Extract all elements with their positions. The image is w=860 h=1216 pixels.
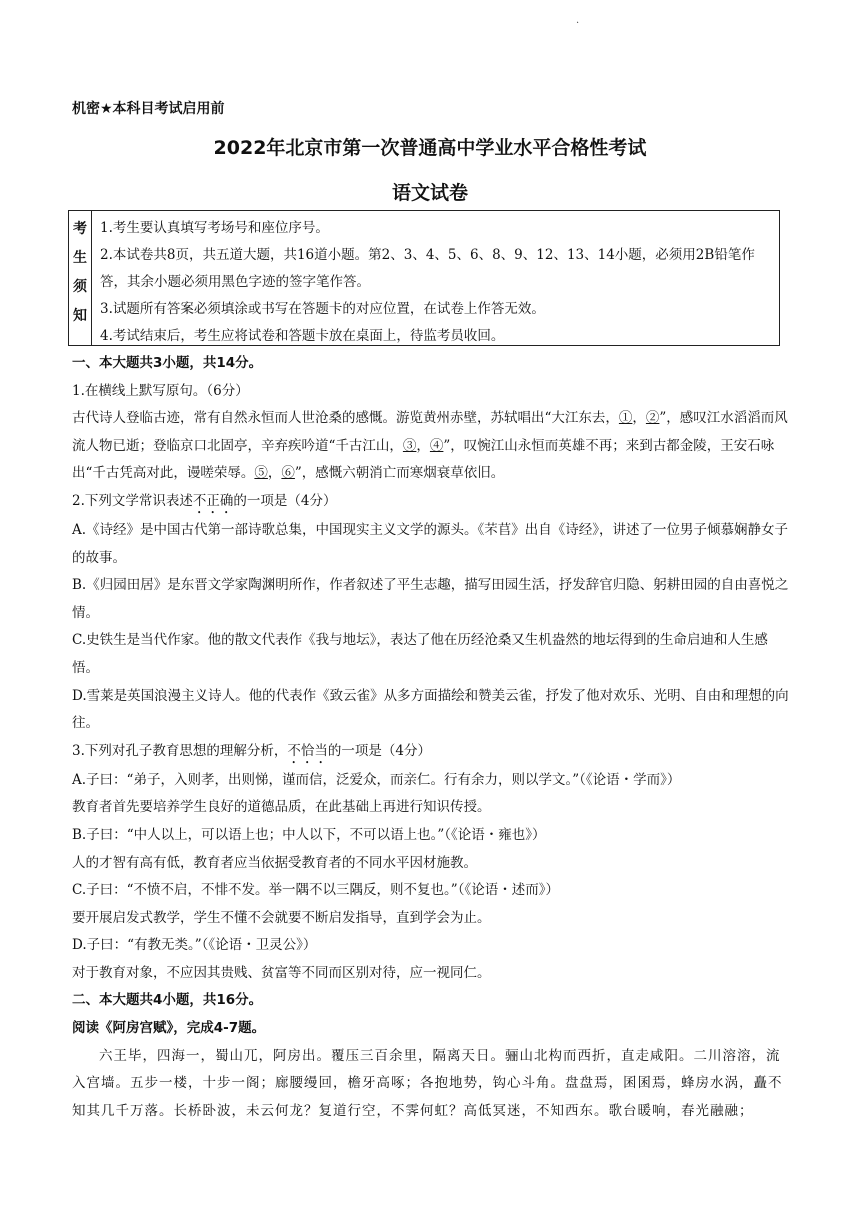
section-heading: 二、本大题共4小题，共16分。 — [72, 992, 263, 1009]
reading-instruction: 阅读《阿房宫赋》，完成4-7题。 — [72, 1020, 266, 1037]
text-run: ”，感慨六朝消亡而寒烟衰草依旧。 — [294, 465, 505, 482]
emphasis-text: 不恰当 — [287, 742, 328, 759]
text-run: 2.下列文学常识表述 — [72, 492, 193, 509]
blank-1: ① — [618, 410, 633, 427]
option-c-explain: 要开展启发式教学，学生不懂不会就要不断启发指导，直到学会为止。 — [72, 909, 491, 926]
text-run: ， — [632, 410, 646, 427]
notice-label — [69, 211, 92, 345]
section-heading: 一、本大题共3小题，共14分。 — [72, 355, 263, 371]
text-run: ”，感叹江水滔滔而风流人物已逝；登临京口北固亭，辛弃疾吟道“千古江山， — [72, 410, 788, 454]
notice-label-char: 须 — [73, 279, 87, 295]
notice-item: 3.试题所有答案必须填涂或书写在答题卡的对应位置，在试卷上作答无效。 — [100, 301, 545, 317]
text-run: 的一项是（4分） — [233, 492, 337, 509]
text-run: 的一项是（4分） — [327, 742, 431, 759]
question-stem: 1.在横线上默写原句。（6分） — [72, 382, 249, 399]
confidential-mark: 机密★本科目考试启用前 — [72, 101, 225, 117]
notice-label-char: 生 — [73, 250, 87, 266]
blank-4: ④ — [429, 437, 444, 454]
option-c: C.史铁生是当代作家。他的散文代表作《我与地坛》，表达了他在历经沧桑又生机盎然的地坛得到的生命启迪和人生感悟。 — [72, 632, 768, 676]
option-a-explain: 教育者首先要培养学生良好的道德品质，在此基础上再进行知识传授。 — [72, 799, 491, 816]
notice-item: 4.考试结束后，考生应将试卷和答题卡放在桌面上，待监考员收回。 — [100, 328, 505, 344]
exam-content — [72, 350, 794, 1125]
notice-item: 1.考生要认真填写考场号和座位序号。 — [100, 220, 329, 236]
option-b: B.《归园田居》是东晋文学家陶渊明所作，作者叙述了平生志趣，描写田园生活，抒发辞官归隐、躬耕田园的自由喜悦之情。 — [72, 577, 789, 621]
candidate-notice-box — [68, 210, 780, 346]
blank-6: ⑥ — [281, 465, 295, 482]
question-stem — [72, 738, 794, 767]
text-run: 3.下列对孔子教育思想的理解分析， — [72, 742, 288, 759]
notice-label-char: 考 — [73, 221, 87, 237]
blank-5: ⑤ — [254, 465, 268, 482]
option-c-quote: C.子曰：“不愤不启，不悱不发。举一隅不以三隅反，则不复也。”（《论语・述而》） — [72, 882, 559, 899]
option-a: A.《诗经》是中国古代第一部诗歌总集，中国现实主义文学的源头。《芣苢》出自《诗经》，讲述了一位男子倾慕娴静女子的故事。 — [72, 521, 789, 566]
option-d-explain: 对于教育对象，不应因其贵贱、贫富等不同而区别对待，应一视同仁。 — [72, 964, 491, 981]
option-b-quote: B.子曰：“中人以上，可以语上也；中人以下，不可以语上也。”（《论语・雍也》） — [72, 826, 546, 843]
corner-dot: · — [576, 18, 580, 29]
option-d: D.雪莱是英国浪漫主义诗人。他的代表作《致云雀》从多方面描绘和赞美云雀，抒发了他对欢乐、光明、自由和理想的向往。 — [72, 687, 789, 732]
text-run: ， — [267, 465, 282, 482]
option-b-explain: 人的才智有高有低，教育者应当依据受教育者的不同水平因材施教。 — [72, 854, 477, 871]
text-run: ， — [416, 437, 430, 454]
blank-2: ② — [645, 410, 660, 427]
passage-text: 六王毕，四海一，蜀山兀，阿房出。覆压三百余里，隔离天日。骊山北构而西折，直走咸阳。二川溶溶，流入宫墙。五步一楼，十步一阁；廊腰缦回，檐牙高啄；各抱地势，钩心斗角。盘盘焉，囷囷焉，蜂房水涡，矗不知其几千万落。长桥卧波，未云何龙？复道行空，不霁何虹？高低冥迷，不知西东。歌台暖响，春光融融； — [72, 1047, 783, 1119]
option-d-quote: D.子曰：“有教无类。”（《论语・卫灵公》） — [72, 937, 317, 954]
blank-3: ③ — [402, 437, 417, 454]
option-a-quote: A.子曰：“弟子，入则孝，出则悌，谨而信，泛爱众，而亲仁。行有余力，则以学文。”（《论语・学而》） — [72, 771, 681, 788]
question-1-text — [72, 405, 794, 488]
notice-item: 2.本试卷共8页，共五道大题，共16道小题。第2、3、4、5、6、8、9、12、13、14小题，必须用2B铅笔作答，其余小题必须用黑色字迹的签字笔作答。 — [100, 247, 755, 290]
exam-title: 2022年北京市第一次普通高中学业水平合格性考试 — [213, 137, 647, 159]
exam-subtitle: 语文试卷 — [391, 182, 468, 204]
notice-label-char: 知 — [73, 308, 87, 324]
notice-items — [92, 211, 779, 345]
question-stem — [72, 488, 794, 517]
emphasis-text: 不正确 — [192, 492, 234, 509]
text-run: 古代诗人登临古迹，常有自然永恒而人世沧桑的感慨。游览黄州赤壁，苏轼唱出“大江东去， — [72, 410, 619, 427]
text-run: ”，叹惋江山永恒而英雄不再；来到古都金陵，王安石咏出“千古凭高对此，谩嗟荣辱。 — [72, 437, 775, 482]
